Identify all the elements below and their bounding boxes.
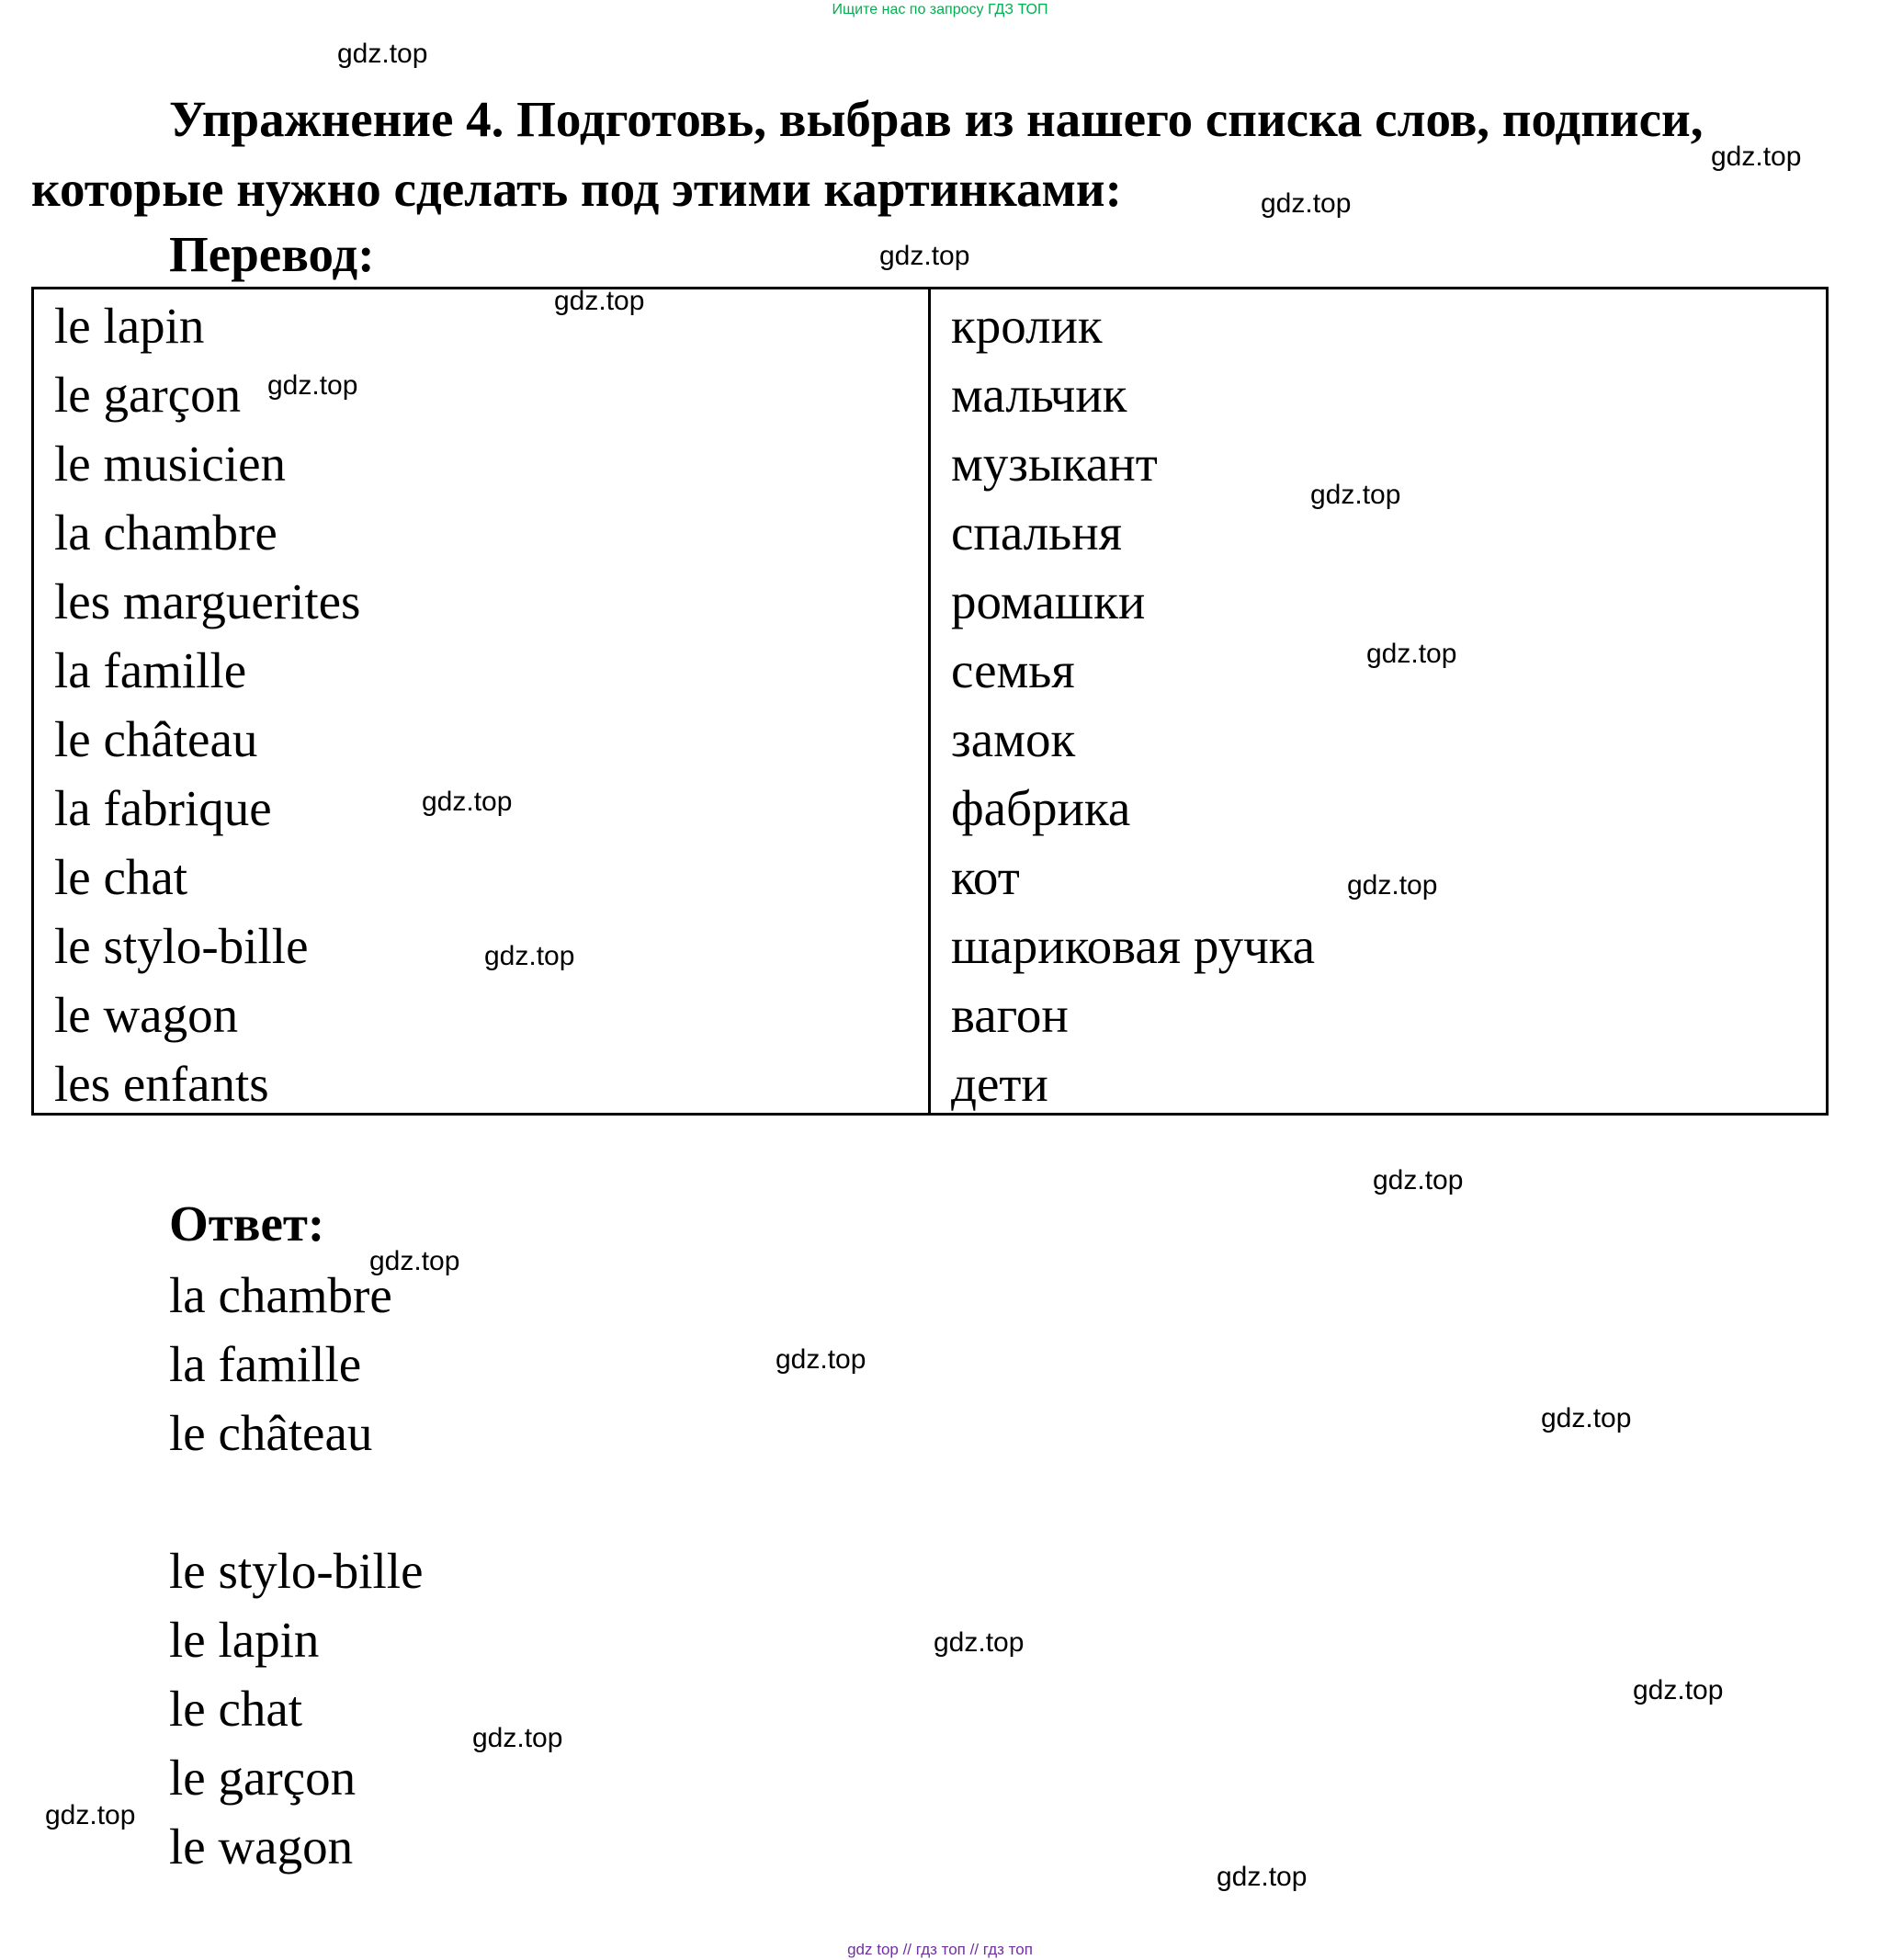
watermark: gdz.top	[369, 1246, 460, 1276]
footer: gdz top // гдз топ // гдз топ	[847, 1941, 1033, 1958]
answer-heading: Ответ:	[169, 1195, 325, 1252]
watermark: gdz.top	[1217, 1862, 1308, 1892]
watermark: gdz.top	[1347, 870, 1438, 901]
answer-item: le château	[169, 1405, 373, 1461]
answer-item: le garçon	[169, 1750, 357, 1806]
table-row-ru: музыкант	[951, 436, 1158, 492]
table-row-ru: ромашки	[951, 573, 1146, 629]
answer-item: la famille	[169, 1336, 362, 1392]
table-row-ru: фабрика	[951, 780, 1131, 836]
table-row-fr: le musicien	[54, 436, 287, 492]
answer-item: le stylo-bille	[169, 1543, 424, 1599]
table-row-fr: le lapin	[54, 298, 205, 354]
answer-list	[169, 1261, 423, 1881]
exercise-title: Упражнение 4. Подготовь, выбрав из нашего списка слов, подписи, которые нужно сделать под этими картинками:	[31, 91, 1704, 217]
answer-item: le lapin	[169, 1612, 320, 1668]
watermark: gdz.top	[422, 787, 513, 817]
watermark: gdz.top	[554, 286, 645, 316]
top-banner: Ищите нас по запросу ГДЗ ТОП	[832, 2, 1048, 17]
table-row-ru: спальня	[951, 504, 1123, 561]
watermark: gdz.top	[1711, 142, 1802, 172]
watermark: gdz.top	[1373, 1165, 1464, 1195]
watermark: gdz.top	[1541, 1403, 1632, 1433]
table-row-fr: la famille	[54, 642, 247, 698]
watermark: gdz.top	[776, 1344, 866, 1375]
table-row-fr: le château	[54, 711, 258, 767]
table-row-fr: la fabrique	[54, 780, 272, 836]
table-row-ru: дети	[951, 1056, 1048, 1112]
answer-item: le chat	[169, 1681, 303, 1737]
watermark: gdz.top	[267, 370, 358, 401]
answer-item: le wagon	[169, 1818, 354, 1875]
watermark: gdz.top	[1633, 1675, 1724, 1705]
table-row-ru: семья	[951, 642, 1075, 698]
table-row-ru: вагон	[951, 987, 1069, 1043]
watermark: gdz.top	[934, 1627, 1025, 1658]
table-row-fr: le stylo-bille	[54, 918, 309, 974]
table-row-ru: мальчик	[951, 367, 1127, 423]
watermark: gdz.top	[472, 1723, 563, 1753]
table-divider	[928, 289, 931, 1113]
vocabulary-table	[31, 287, 1829, 1116]
table-row-fr: le garçon	[54, 367, 242, 423]
table-row-ru: кот	[951, 849, 1020, 905]
table-row-ru: шариковая ручка	[951, 918, 1316, 974]
french-column	[54, 291, 360, 1118]
watermark: gdz.top	[1310, 480, 1401, 510]
answer-item: la chambre	[169, 1267, 392, 1323]
watermark: gdz.top	[1366, 639, 1457, 669]
table-row-fr: les enfants	[54, 1056, 269, 1112]
watermark: gdz.top	[337, 39, 428, 69]
translation-heading: Перевод:	[169, 226, 375, 282]
watermark: gdz.top	[1261, 188, 1352, 219]
table-row-fr: le wagon	[54, 987, 239, 1043]
answer-spacer	[169, 1467, 423, 1536]
watermark: gdz.top	[45, 1800, 136, 1830]
watermark: gdz.top	[879, 241, 970, 271]
table-row-fr: les marguerites	[54, 573, 361, 629]
table-row-ru: кролик	[951, 298, 1103, 354]
russian-column	[951, 291, 1315, 1118]
table-row-fr: le chat	[54, 849, 188, 905]
table-row-ru: замок	[951, 711, 1076, 767]
watermark: gdz.top	[484, 941, 575, 971]
table-row-fr: la chambre	[54, 504, 277, 561]
